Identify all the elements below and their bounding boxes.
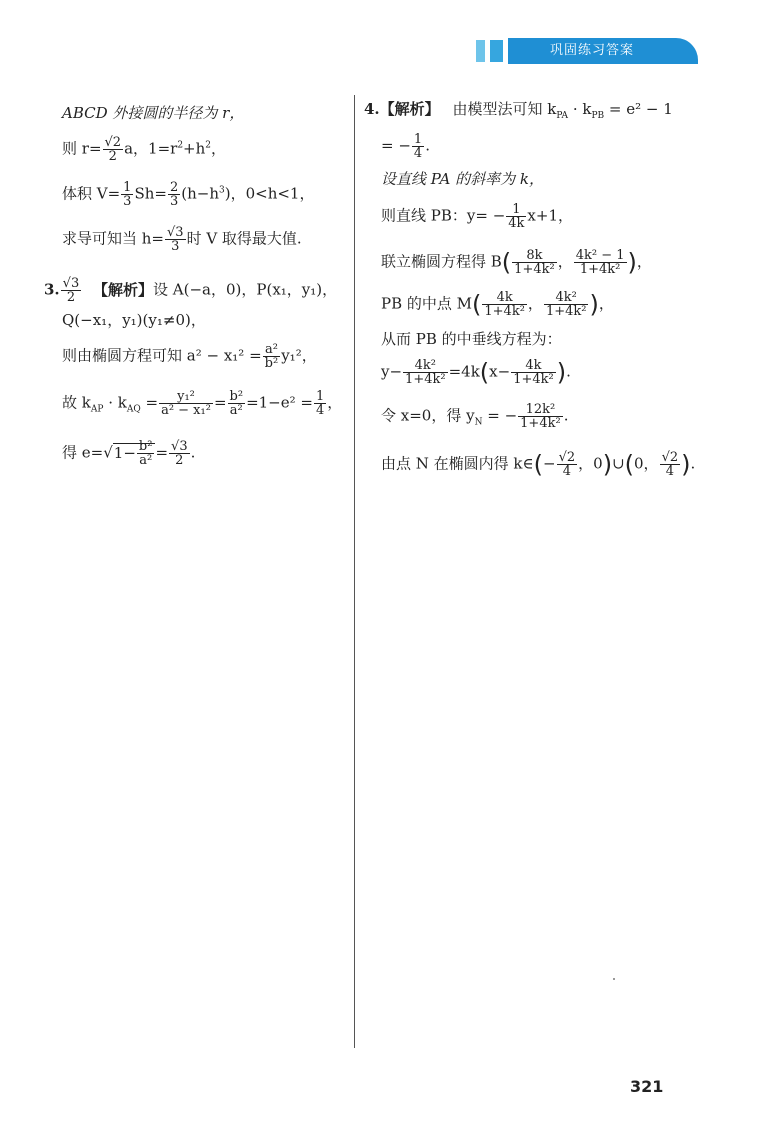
q4-line-4: 则直线 PB：y= − $\frac{1}{4k}$ x+1， xyxy=(381,202,573,231)
q4-line-2: = − $\frac{1}{4}$ . xyxy=(381,132,430,161)
q4-line-7: 从而 PB 的中垂线方程为： xyxy=(381,330,562,348)
q4-line-10: 由点 N 在椭圆内得 k∈(− $\frac{√2}{4}$ ，0)∪(0， $\frac{√2}{4}$ ). xyxy=(381,450,696,479)
q3-heading: 3. $\frac{√3}{2}$ 【解析】设 A(−a，0)，P(x₁，y₁)， xyxy=(44,276,338,305)
q4-line-5: 联立椭圆方程得 B( $\frac{8k}{\text{1+4k²}}$ ， $\frac{\text{4k² − 1}}{\text{1+4k²}}$ )， xyxy=(381,248,652,277)
left-line-1: ABCD 外接圆的半径为 r， xyxy=(62,104,245,122)
header-decor-bar-mid xyxy=(490,40,503,62)
header-decor-bar-light xyxy=(476,40,485,62)
left-line-2: 则 r= $\frac{√2}{2}$ a，$1=r^2+h^2$， xyxy=(62,135,227,164)
header-title: 巩固练习答案 xyxy=(508,38,698,64)
q4-line-6: PB 的中点 M( $\frac{4k}{\text{1+4k²}}$ ， $\frac{\text{4k²}}{\text{1+4k²}}$ )， xyxy=(381,290,614,319)
q4-line-3: 设直线 PA 的斜率为 k， xyxy=(381,170,544,188)
q4-line-1: 4.【解析】 由模型法可知 $k_{PA} \cdot k_{PB} = e^2 - 1$ xyxy=(364,100,673,121)
scan-speck xyxy=(613,978,615,980)
q3-line-2: Q(−x₁，y₁)(y₁≠0)， xyxy=(62,311,206,329)
left-line-3: 体积 V= $\frac{1}{3}$ Sh= $\frac{2}{3}$ $(h-h^3)$，0<h<1， xyxy=(62,180,315,209)
q4-line-9: 令 x=0，得 $y_N$ = − $\frac{\text{12k²}}{\text{1+4k²}}$ . xyxy=(381,402,569,431)
q3-line-5: 得 e=√1− $\frac{\text{b²}}{\text{a²}}$ = $\frac{√3}{2}$ . xyxy=(62,439,196,468)
q4-line-8: y− $\frac{\text{4k²}}{\text{1+4k²}}$ =4k(x− $\frac{4k}{\text{1+4k²}}$ ). xyxy=(381,358,571,387)
q3-tag: 【解析】 xyxy=(93,280,154,299)
q3-line-3: 则由椭圆方程可知 a² − x₁² = $\frac{\text{a²}}{\text{b²}}$ y₁²， xyxy=(62,342,317,371)
page-number: 321 xyxy=(630,1077,664,1096)
q4-tag: 【解析】 xyxy=(379,100,440,118)
column-divider xyxy=(354,95,355,1048)
q3-line-4: 故 $k_{AP} \cdot k_{AQ}$ = $\frac{\text{y₁²}}{\text{a² − x₁²}}$ = $\frac{\text{b²}}{\text{a²}}$ =1−e² = $\frac{1}{4}$ ， xyxy=(62,389,343,418)
left-line-4: 求导可知当 h= $\frac{√3}{3}$ 时 V 取得最大值. xyxy=(62,225,302,254)
